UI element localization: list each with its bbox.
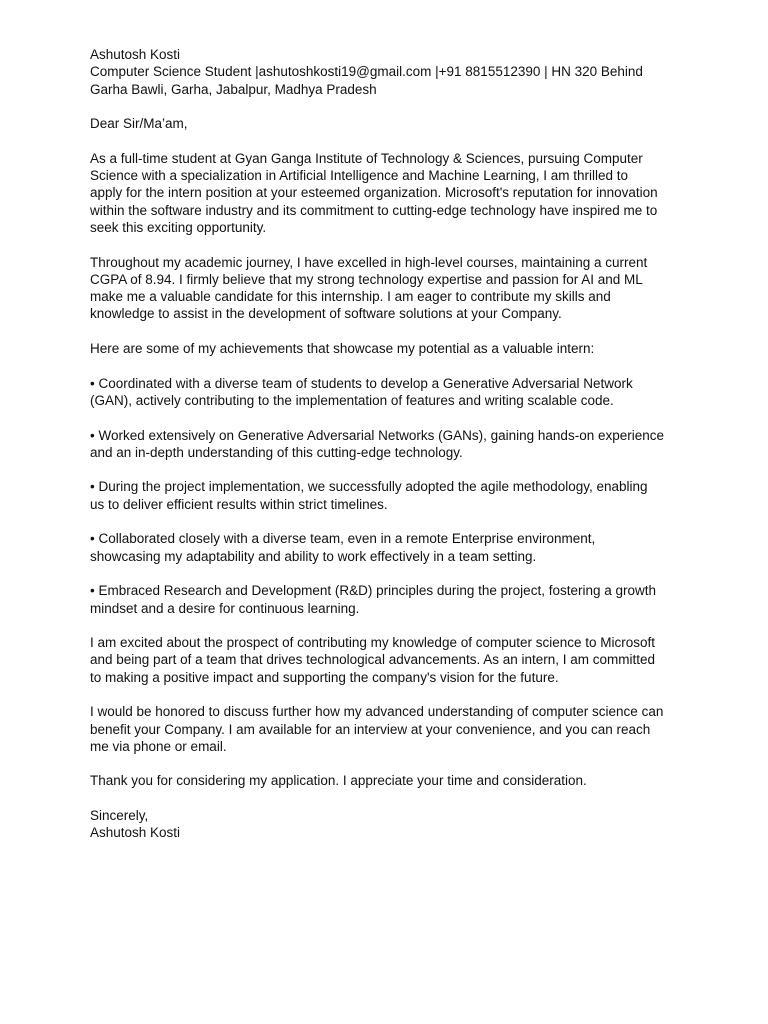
text-line: • Worked extensively on Generative Adversarial Networks (GANs), gaining hands-on experience xyxy=(90,427,665,443)
text-line: and being part of a team that drives technological advancements. As an intern, I am committed xyxy=(90,652,656,668)
text-line: us to deliver efficient results within strict timelines. xyxy=(90,496,388,512)
text-line: I would be honored to discuss further how my advanced understanding of computer science can xyxy=(90,704,664,720)
text-line: make me a valuable candidate for this internship. I am eager to contribute my skills and xyxy=(90,289,611,305)
text-line: me via phone or email. xyxy=(90,738,227,754)
text-line: within the software industry and its commitment to cutting-edge technology have inspired me to xyxy=(90,202,658,218)
paragraph-intro xyxy=(90,150,678,236)
text-line: I am excited about the prospect of contributing my knowledge of computer science to Microsoft xyxy=(90,635,656,651)
text-line: • During the project implementation, we successfully adopted the agile methodology, enabling xyxy=(90,479,648,495)
letter-closing xyxy=(90,807,678,842)
achievement-item xyxy=(90,478,678,513)
text-line: seek this exciting opportunity. xyxy=(90,219,267,235)
text-line: (GAN), actively contributing to the implementation of features and writing scalable code. xyxy=(90,392,614,408)
text-line: apply for the intern position at your esteemed organization. Microsoft's reputation for innovation xyxy=(90,185,658,201)
paragraph-achievements-intro xyxy=(90,340,678,357)
text-line: knowledge to assist in the development of software solutions at your Company. xyxy=(90,306,562,322)
achievement-item xyxy=(90,427,678,462)
sender-contact-line: Computer Science Student |ashutoshkosti19@gmail.com |+91 8815512390 | HN 320 Behind xyxy=(90,64,643,80)
text-line: CGPA of 8.94. I firmly believe that my strong technology expertise and passion for AI and ML xyxy=(90,271,643,287)
paragraph-thanks xyxy=(90,772,678,789)
paragraph-interview-request xyxy=(90,703,678,755)
achievement-item xyxy=(90,582,678,617)
text-line: • Embraced Research and Development (R&D) principles during the project, fostering a growth xyxy=(90,583,656,599)
signature-name: Ashutosh Kosti xyxy=(90,825,181,841)
text-line: • Collaborated closely with a diverse team, even in a remote Enterprise environment, xyxy=(90,531,596,547)
sender-name: Ashutosh Kosti xyxy=(90,47,181,62)
valediction: Sincerely, xyxy=(90,808,149,824)
text-line: to making a positive impact and supporting the company's vision for the future. xyxy=(90,669,559,685)
text-line: As a full-time student at Gyan Ganga Institute of Technology & Sciences, pursuing Computer xyxy=(90,150,643,166)
text-line: Science with a specialization in Artificial Intelligence and Machine Learning, I am thrilled to xyxy=(90,168,629,184)
achievement-item xyxy=(90,375,678,410)
letter-body xyxy=(90,150,678,790)
salutation: Dear Sir/Ma’am, xyxy=(90,116,188,132)
letter-header xyxy=(90,46,678,98)
text-line: Throughout my academic journey, I have excelled in high-level courses, maintaining a current xyxy=(90,254,648,270)
sender-address-line: Garha Bawli, Garha, Jabalpur, Madhya Pradesh xyxy=(90,81,377,97)
paragraph-motivation xyxy=(90,634,678,686)
text-line: benefit your Company. I am available for an interview at your convenience, and you can reach xyxy=(90,721,651,737)
text-line: showcasing my adaptability and ability to work effectively in a team setting. xyxy=(90,548,537,564)
text-line: Here are some of my achievements that showcase my potential as a valuable intern: xyxy=(90,341,595,357)
text-line: and an in-depth understanding of this cutting-edge technology. xyxy=(90,444,463,460)
achievement-item xyxy=(90,530,678,565)
text-line: mindset and a desire for continuous learning. xyxy=(90,600,360,616)
text-line: Thank you for considering my application. I appreciate your time and consideration. xyxy=(90,773,587,789)
paragraph-academics xyxy=(90,254,678,323)
text-line: • Coordinated with a diverse team of students to develop a Generative Adversarial Network xyxy=(90,375,633,391)
